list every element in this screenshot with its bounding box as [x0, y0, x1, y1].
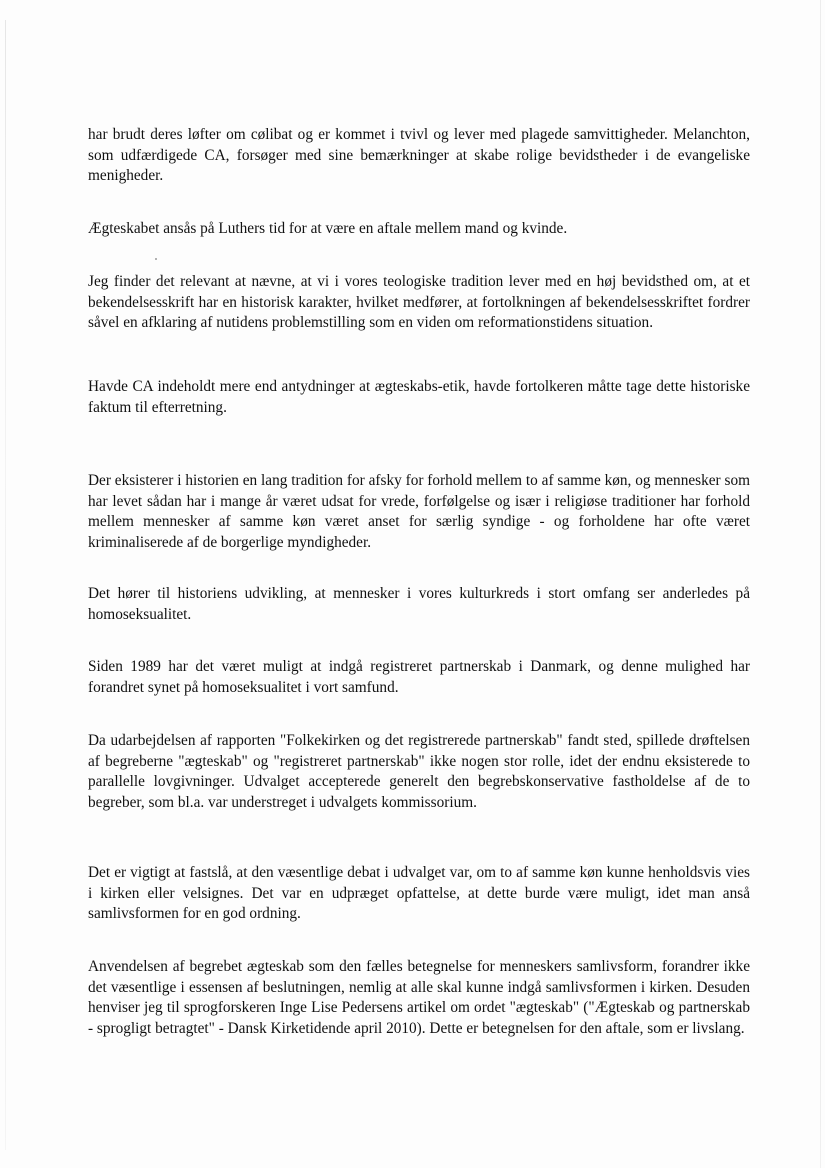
- paragraph-ca-ethics: Havde CA indeholdt mere end antydninger at ægteskabs-etik, havde fortolkeren måtte tage dette historiske faktum til efterretning.: [88, 378, 750, 416]
- paragraph-report: Da udarbejdelsen af rapporten "Folkekirken og det registrerede partnerskab" fandt sted, spillede drøftelsen af begreberne "ægteskab" og "registreret partnerskab" ikke nogen stor rolle, idet der endnu eksisterede to parallelle lovgivninger. Udvalget accepterede generelt den begrebskonservative fastholdelse af de to begreber, som bl.a. var understreget i udvalgets kommissorium.: [88, 732, 750, 811]
- paragraph-marriage-luther: Ægteskabet ansås på Luthers tid for at være en aftale mellem mand og kvinde.: [88, 220, 568, 237]
- paragraph-registered-partnership: Siden 1989 har det været muligt at indgå registreret partnerskab i Danmark, og denne mulighed har forandret synet på homoseksualitet i vort samfund.: [88, 658, 750, 696]
- paragraph-cultural-development: Det hører til historiens udvikling, at mennesker i vores kulturkreds i stort omfang ser anderledes på homoseksualitet.: [88, 585, 750, 623]
- paragraph-historical-tradition: Der eksisterer i historien en lang tradition for afsky for forhold mellem to af samme køn, og mennesker som har levet sådan har i mange år været udsat for vrede, forfølgelse og især i religiøse traditioner har forhold mellem mennesker af samme køn været anset for særlig syndige - og forholdene har ofte været kriminaliserede af de borgerlige myndigheder.: [88, 472, 750, 551]
- scan-speck: [155, 258, 157, 260]
- paragraph-use-of-term: Anvendelsen af begrebet ægteskab som den fælles betegnelse for menneskers samlivsform, forandrer ikke det væsentlige i essensen af beslutningen, nemlig at alle skal kunne indgå samlivsformen i kirken. Desuden henviser jeg til sprogforskeren Inge Lise Pedersens artikel om ordet "ægteskab" ("Ægteskab og partnerskab - sprogligt betragtet" - Dansk Kirketidende april 2010). Dette er betegnelsen for den aftale, som er livslang.: [88, 958, 750, 1037]
- scan-edge-left: [5, 20, 6, 1150]
- scan-edge-right: [820, 0, 821, 1168]
- paragraph-celibacy: har brudt deres løfter om cølibat og er kommet i tvivl og lever med plagede samvittigheder. Melanchton, som udfærdigede CA, forsøger med sine bemærkninger at skabe rolige bevidstheder i de evangeliske menigheder.: [88, 126, 750, 185]
- paragraph-committee-debate: Det er vigtigt at fastslå, at den væsentlige debat i udvalget var, om to af samme køn kunne henholdsvis vies i kirken eller velsignes. Det var en udpræget opfattelse, at dette burde være muligt, idet man anså samlivsformen for en god ordning.: [88, 864, 750, 923]
- paragraph-theological-tradition: Jeg finder det relevant at nævne, at vi i vores teologiske tradition lever med en høj bevidsthed om, at et bekendelsesskrift har en historisk karakter, hvilket medfører, at fortolkningen af bekendelsesskriftet fordrer såvel en afklaring af nutidens problemstilling som en viden om reformationstidens situation.: [88, 273, 750, 332]
